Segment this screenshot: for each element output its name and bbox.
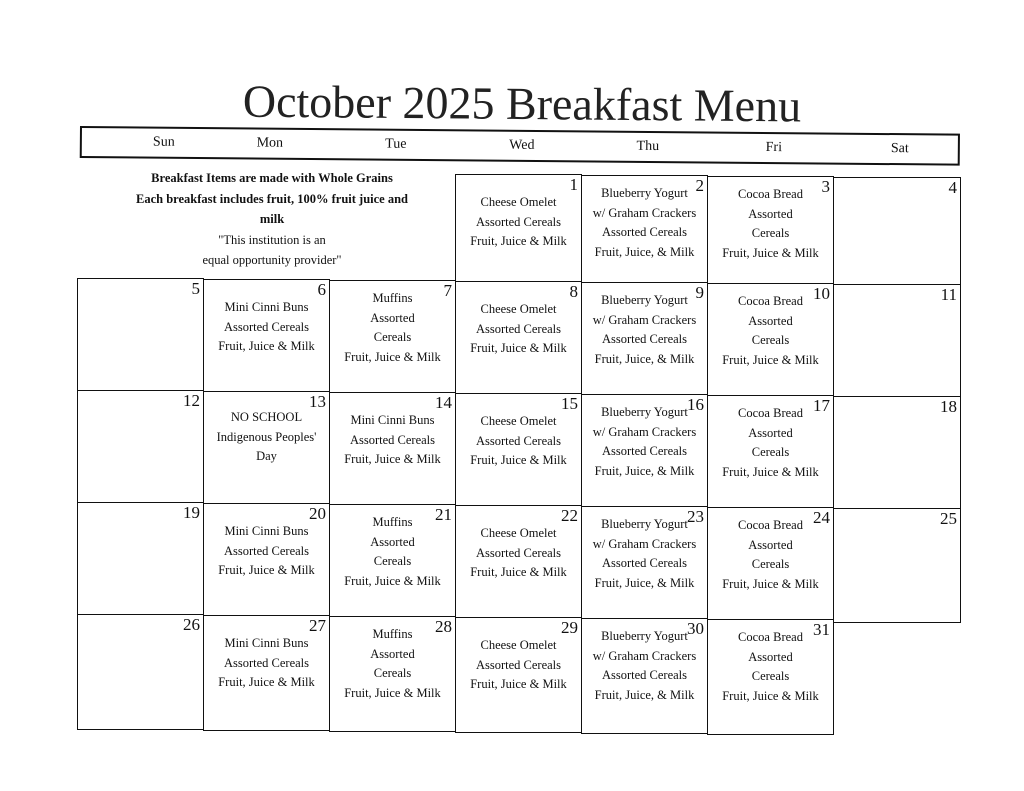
day-cell-25: [833, 508, 961, 623]
day-number: 21: [435, 505, 452, 524]
day-cell-23: [581, 506, 708, 621]
day-number: 10: [813, 284, 830, 303]
day-number: 3: [821, 177, 830, 196]
menu-item: w/ Graham Crackers: [592, 648, 697, 663]
menu-item: Fruit, Juice, & Milk: [594, 244, 695, 259]
menu-item: Cocoa Bread: [738, 294, 803, 308]
weekday-wed: Wed: [509, 137, 535, 153]
menu-item: Assorted Cereals: [475, 545, 562, 560]
menu-item: Assorted Cereals: [223, 543, 310, 558]
day-cell-1: [455, 174, 582, 288]
menu-item: NO SCHOOL: [230, 410, 303, 424]
menu-item: Cocoa Bread: [738, 518, 803, 532]
weekday-fri: Fri: [765, 139, 783, 156]
day-cell-6: [203, 279, 330, 393]
day-number: 13: [309, 392, 326, 411]
day-cell-24: [707, 507, 834, 622]
menu-items: [582, 627, 707, 705]
day-number: 11: [940, 285, 957, 304]
menu-item: Fruit, Juice & Milk: [218, 339, 315, 353]
menu-item: w/ Graham Crackers: [592, 205, 697, 220]
day-cell-2: [581, 175, 708, 289]
menu-item: Assorted: [370, 310, 415, 325]
menu-items: [456, 193, 581, 252]
day-number: 18: [940, 397, 957, 416]
menu-items: [204, 298, 329, 357]
day-number: 14: [435, 393, 452, 412]
menu-item: Cocoa Bread: [738, 406, 803, 420]
day-cell-7: [329, 280, 456, 394]
menu-item: Assorted: [748, 537, 793, 552]
weekday-mon: Mon: [256, 135, 284, 151]
day-cell-30: [581, 618, 708, 734]
day-number: 31: [813, 620, 830, 639]
day-cell-17: [707, 395, 834, 511]
menu-item: Blueberry Yogurt: [601, 186, 688, 200]
menu-item: Fruit, Juice & Milk: [344, 452, 441, 466]
menu-item: Muffins: [372, 291, 413, 305]
menu-items: [204, 522, 329, 581]
menu-items: [204, 408, 329, 467]
menu-item: Fruit, Juice & Milk: [218, 563, 315, 577]
menu-item: Muffins: [372, 515, 413, 529]
menu-items: [330, 289, 455, 367]
menu-item: Cheese Omelet: [480, 526, 557, 540]
menu-item: Blueberry Yogurt: [601, 405, 688, 419]
menu-item: Blueberry Yogurt: [601, 629, 688, 643]
menu-item: Fruit, Juice & Milk: [722, 352, 819, 367]
menu-item: Fruit, Juice & Milk: [470, 565, 567, 579]
day-cell-27: [203, 615, 330, 731]
day-cell-22: [455, 505, 582, 620]
menu-item: Cereals: [751, 557, 790, 571]
day-cell-26: [77, 614, 204, 730]
menu-item: Fruit, Juice & Milk: [470, 677, 567, 691]
menu-item: Cereals: [751, 669, 790, 683]
menu-item: Fruit, Juice & Milk: [344, 573, 441, 588]
menu-item: Fruit, Juice, & Milk: [594, 575, 695, 590]
menu-item: Fruit, Juice, & Milk: [594, 463, 695, 478]
day-cell-13: [203, 391, 330, 507]
menu-items: [330, 411, 455, 470]
day-number: 26: [183, 615, 200, 634]
day-cell-10: [707, 283, 834, 397]
weekday-thu: Thu: [636, 138, 660, 155]
menu-item: Cereals: [373, 554, 412, 568]
day-number: 19: [183, 503, 200, 522]
menu-items: [582, 403, 707, 481]
menu-item: Fruit, Juice & Milk: [344, 685, 441, 700]
day-number: 22: [561, 506, 578, 525]
note-whole-grains: Breakfast Items are made with Whole Grains: [151, 171, 393, 185]
menu-item: Cereals: [751, 333, 790, 347]
day-cell-4: [833, 177, 961, 291]
menu-items: [582, 515, 707, 593]
menu-items: [204, 634, 329, 693]
menu-item: Assorted: [748, 649, 793, 664]
day-cell-11: [833, 284, 961, 398]
menu-item: Cheese Omelet: [480, 638, 557, 652]
day-cell-16: [581, 394, 708, 510]
menu-item: Fruit, Juice & Milk: [470, 234, 567, 248]
menu-item: Fruit, Juice & Milk: [722, 245, 819, 260]
day-number: 9: [695, 283, 704, 302]
menu-items: [582, 184, 707, 262]
menu-items: [330, 513, 455, 591]
day-cell-28: [329, 616, 456, 732]
menu-items: [708, 628, 833, 706]
menu-item: Blueberry Yogurt: [601, 293, 688, 307]
day-cell-3: [707, 176, 834, 290]
menu-item: Mini Cinni Buns: [224, 636, 309, 650]
menu-item: Assorted Cereals: [475, 657, 562, 672]
menu-item: Fruit, Juice & Milk: [470, 453, 567, 467]
weekday-tue: Tue: [385, 136, 407, 152]
menu-item: Cheese Omelet: [480, 414, 557, 428]
day-cell-20: [203, 503, 330, 618]
menu-item: Assorted Cereals: [475, 214, 562, 229]
day-number: 30: [687, 619, 704, 638]
day-number: 7: [443, 281, 452, 300]
menu-item: Assorted Cereals: [349, 432, 436, 447]
menu-notes: [112, 168, 432, 271]
menu-item: Fruit, Juice & Milk: [722, 576, 819, 591]
day-cell-29: [455, 617, 582, 733]
menu-item: Mini Cinni Buns: [350, 413, 435, 427]
day-cell-5: [77, 278, 204, 392]
day-cell-15: [455, 393, 582, 509]
day-number: 25: [940, 509, 957, 528]
menu-item: w/ Graham Crackers: [592, 424, 697, 439]
day-number: 6: [317, 280, 326, 299]
day-number: 24: [813, 508, 830, 527]
note-includes-cont: milk: [259, 212, 285, 226]
menu-item: Fruit, Juice & Milk: [470, 341, 567, 355]
note-equal-opportunity: "This institution is an: [218, 232, 326, 247]
day-number: 4: [948, 178, 957, 197]
day-number: 23: [687, 507, 704, 526]
menu-item: Blueberry Yogurt: [601, 517, 688, 531]
menu-item: Muffins: [372, 627, 413, 641]
day-number: 28: [435, 617, 452, 636]
menu-item: Assorted Cereals: [601, 332, 688, 346]
menu-items: [330, 625, 455, 703]
day-number: 8: [569, 282, 578, 301]
menu-item: Cereals: [751, 226, 790, 240]
menu-item: Fruit, Juice & Milk: [218, 675, 315, 689]
menu-items: [708, 516, 833, 594]
day-number: 17: [813, 396, 830, 415]
menu-item: Mini Cinni Buns: [224, 300, 309, 314]
day-number: 12: [183, 391, 200, 410]
menu-item: Day: [256, 449, 277, 463]
weekday-header: [80, 126, 960, 166]
menu-item: Indigenous Peoples': [216, 429, 317, 444]
menu-item: Fruit, Juice & Milk: [722, 688, 819, 703]
menu-items: [708, 185, 833, 263]
menu-item: Assorted Cereals: [223, 319, 310, 334]
menu-item: Assorted Cereals: [475, 433, 562, 448]
menu-item: Cheese Omelet: [480, 302, 557, 316]
day-cell-12: [77, 390, 204, 506]
menu-item: Cocoa Bread: [738, 187, 803, 201]
day-number: 5: [191, 279, 200, 298]
day-number: 15: [561, 394, 578, 413]
day-cell-9: [581, 282, 708, 396]
menu-item: Assorted: [748, 313, 793, 328]
day-cell-19: [77, 502, 204, 617]
day-number: 2: [695, 176, 704, 195]
menu-items: [456, 524, 581, 583]
menu-item: Cereals: [751, 445, 790, 459]
menu-item: Fruit, Juice & Milk: [344, 349, 441, 364]
menu-item: Cereals: [373, 666, 412, 680]
menu-item: Assorted Cereals: [601, 444, 688, 458]
menu-item: w/ Graham Crackers: [592, 536, 697, 551]
menu-item: Assorted Cereals: [223, 655, 310, 670]
day-cell-8: [455, 281, 582, 395]
day-number: 27: [309, 616, 326, 635]
menu-item: Assorted Cereals: [601, 668, 688, 682]
menu-item: Fruit, Juice & Milk: [722, 464, 819, 479]
menu-item: Assorted: [748, 206, 793, 221]
day-cell-18: [833, 396, 961, 512]
menu-item: Cheese Omelet: [480, 195, 557, 209]
menu-item: Assorted: [370, 646, 415, 661]
menu-item: Mini Cinni Buns: [224, 524, 309, 538]
day-cell-31: [707, 619, 834, 735]
day-cell-21: [329, 504, 456, 619]
menu-items: [456, 412, 581, 471]
day-number: 1: [569, 175, 578, 194]
menu-items: [456, 300, 581, 359]
menu-items: [708, 292, 833, 370]
menu-item: Fruit, Juice, & Milk: [594, 351, 695, 366]
day-number: 20: [309, 504, 326, 523]
menu-item: Assorted Cereals: [475, 321, 562, 336]
menu-items: [456, 636, 581, 695]
menu-item: Fruit, Juice, & Milk: [594, 687, 695, 702]
menu-item: Assorted Cereals: [601, 556, 688, 570]
weekday-sun: Sun: [152, 134, 175, 150]
day-number: 29: [561, 618, 578, 637]
menu-item: Cereals: [373, 330, 412, 344]
weekday-sat: Sat: [890, 141, 909, 157]
menu-item: w/ Graham Crackers: [592, 312, 697, 327]
menu-item: Cocoa Bread: [738, 630, 803, 644]
page-title: October 2025 Breakfast Menu: [242, 75, 802, 132]
day-number: 16: [687, 395, 704, 414]
menu-item: Assorted Cereals: [601, 225, 688, 239]
menu-items: [708, 404, 833, 482]
menu-item: Assorted: [748, 425, 793, 440]
note-includes: Each breakfast includes fruit, 100% fruit juice and: [136, 191, 408, 206]
menu-item: Assorted: [370, 534, 415, 549]
note-equal-opportunity-cont: equal opportunity provider": [202, 253, 342, 267]
day-cell-14: [329, 392, 456, 508]
menu-items: [582, 291, 707, 369]
